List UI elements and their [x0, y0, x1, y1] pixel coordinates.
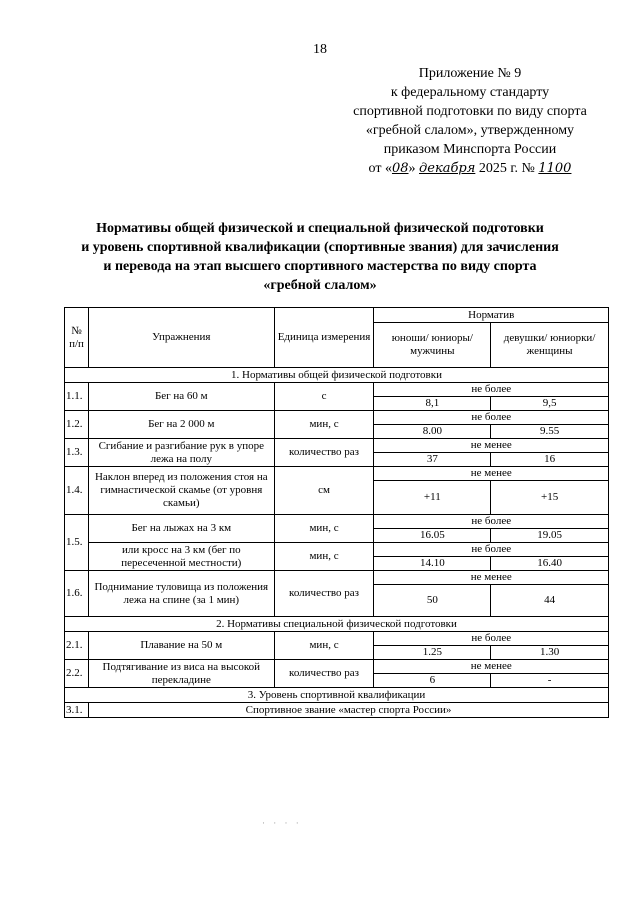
appendix-date-line	[330, 159, 610, 178]
date-day: 08	[391, 161, 409, 176]
row-number: 1.6.	[65, 571, 89, 617]
condition-cell: не более	[374, 383, 609, 397]
header-male: юноши/ юниоры/ мужчины	[374, 323, 491, 368]
exercise-cell: Подтягивание из виса на высокой перекладине	[88, 660, 274, 688]
order-number: 1100	[538, 161, 572, 176]
male-value: 6	[374, 674, 491, 688]
condition-cell: не менее	[374, 660, 609, 674]
female-value: 1.30	[491, 646, 609, 660]
appendix-title: Приложение № 9	[418, 66, 522, 81]
row-number: 1.4.	[65, 467, 89, 515]
condition-cell: не более	[374, 543, 609, 557]
appendix-block	[330, 64, 610, 178]
header-unit: Единица измерения	[274, 308, 374, 368]
female-value: 9,5	[491, 397, 609, 411]
condition-cell: не менее	[374, 467, 609, 481]
exercise-cell: или кросс на 3 км (бег по пересеченной местности)	[88, 543, 274, 571]
female-value: 16.40	[491, 557, 609, 571]
female-value: 16	[491, 453, 609, 467]
condition-cell: не более	[374, 411, 609, 425]
date-prefix: от «	[368, 161, 392, 176]
male-value: 8.00	[374, 425, 491, 439]
row-number: 2.1.	[65, 632, 89, 660]
condition-cell: не более	[374, 632, 609, 646]
female-value: 9.55	[491, 425, 609, 439]
condition-cell: не более	[374, 515, 609, 529]
title-line: «гребной слалом»	[263, 278, 377, 293]
exercise-cell: Плавание на 50 м	[88, 632, 274, 660]
document-title	[40, 219, 600, 295]
appendix-line: приказом Минспорта России	[383, 142, 557, 157]
exercise-cell: Сгибание и разгибание рук в упоре лежа на полу	[88, 439, 274, 467]
date-month: декабря	[419, 161, 476, 176]
male-value: 50	[374, 585, 491, 617]
exercise-cell: Бег на 2 000 м	[88, 411, 274, 439]
qualification-cell: Спортивное звание «мастер спорта России»	[88, 703, 608, 718]
section-header: 2. Нормативы специальной физической подготовки	[65, 617, 609, 632]
male-value: 14.10	[374, 557, 491, 571]
unit-cell: мин, с	[274, 515, 374, 543]
unit-cell: количество раз	[274, 660, 374, 688]
female-value: 44	[491, 585, 609, 617]
exercise-cell: Бег на лыжах на 3 км	[88, 515, 274, 543]
row-number: 1.1.	[65, 383, 89, 411]
row-number: 1.5.	[65, 515, 89, 571]
header-num: № п/п	[65, 308, 89, 368]
appendix-line: «гребной слалом», утвержденному	[365, 123, 575, 138]
page-number: 18	[313, 42, 327, 57]
unit-cell: см	[274, 467, 374, 515]
row-number: 1.2.	[65, 411, 89, 439]
male-value: 37	[374, 453, 491, 467]
standards-table	[64, 307, 609, 718]
row-number: 3.1.	[65, 703, 89, 718]
unit-cell: мин, с	[274, 411, 374, 439]
section-header: 3. Уровень спортивной квалификации	[65, 688, 609, 703]
header-female: девушки/ юниорки/ женщины	[491, 323, 609, 368]
section-header: 1. Нормативы общей физической подготовки	[65, 368, 609, 383]
row-number: 2.2.	[65, 660, 89, 688]
exercise-cell: Наклон вперед из положения стоя на гимнастической скамье (от уровня скамьи)	[88, 467, 274, 515]
header-exercise: Упражнения	[88, 308, 274, 368]
unit-cell: с	[274, 383, 374, 411]
unit-cell: количество раз	[274, 571, 374, 617]
header-norm: Норматив	[374, 308, 609, 323]
condition-cell: не менее	[374, 571, 609, 585]
title-line: и перевода на этап высшего спортивного мастерства по виду спорта	[103, 259, 537, 274]
unit-cell: мин, с	[274, 632, 374, 660]
female-value: -	[491, 674, 609, 688]
title-line: и уровень спортивной квалификации (спортивные звания) для зачисления	[81, 240, 559, 255]
exercise-cell: Бег на 60 м	[88, 383, 274, 411]
female-value: 19.05	[491, 529, 609, 543]
male-value: 16.05	[374, 529, 491, 543]
male-value: 8,1	[374, 397, 491, 411]
female-value: +15	[491, 481, 609, 515]
row-number: 1.3.	[65, 439, 89, 467]
condition-cell: не менее	[374, 439, 609, 453]
unit-cell: мин, с	[274, 543, 374, 571]
appendix-line: к федеральному стандарту	[390, 85, 550, 100]
title-line: Нормативы общей физической и специальной физической подготовки	[96, 221, 544, 236]
date-mid: »	[408, 161, 420, 176]
male-value: 1.25	[374, 646, 491, 660]
male-value: +11	[374, 481, 491, 515]
unit-cell: количество раз	[274, 439, 374, 467]
date-year: 2025 г. №	[475, 161, 539, 176]
scan-artifact: · · · ·	[262, 818, 302, 828]
exercise-cell: Поднимание туловища из положения лежа на спине (за 1 мин)	[88, 571, 274, 617]
appendix-line: спортивной подготовки по виду спорта	[353, 104, 587, 119]
